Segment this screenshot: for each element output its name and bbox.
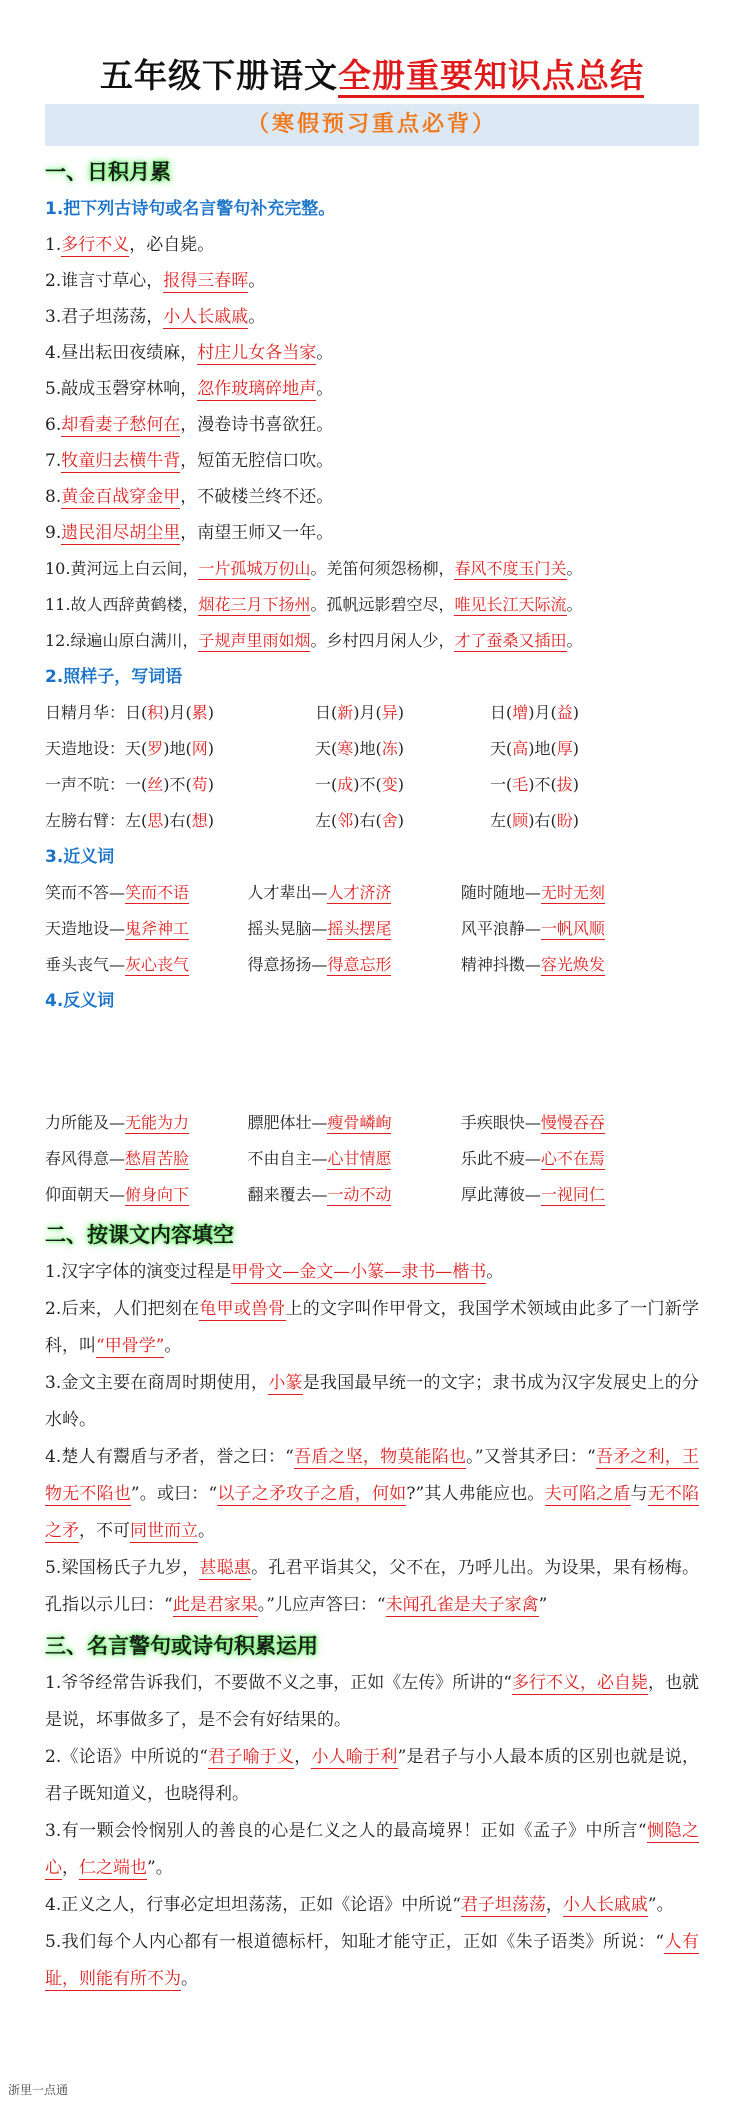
word-pair: [45, 1177, 247, 1213]
word-pair: [247, 911, 460, 947]
s2-paragraph-5: 5.梁国杨氏子九岁，甚聪惠。孔君平诣其父，父不在，乃呼儿出。为设果，果有杨梅。孔指以示儿曰：“此是君家果。”儿应声答曰：“未闻孔雀是夫子家禽”: [45, 1558, 699, 1615]
s2-paragraph-1: 1.汉字字体的演变过程是甲骨文—金文—小篆—隶书—楷书。: [45, 1262, 504, 1282]
poem-answer: 才了蚕桑又插田: [454, 631, 567, 650]
pattern-text: )月(: [163, 703, 192, 722]
word-pair: [247, 1105, 460, 1141]
pattern-text: 左(: [315, 811, 338, 830]
poem-answer: 一片孤城万仞山: [198, 559, 311, 578]
word-pair-answer: 心甘情愿: [327, 1149, 392, 1168]
pattern-text: ): [572, 739, 580, 758]
blank-gap: [45, 1019, 699, 1105]
poem-line: [45, 515, 699, 551]
poem-text: ，短笛无腔信口吹。: [180, 451, 334, 471]
pattern-text: )地(: [163, 739, 192, 758]
word-pair-term: 得意扬扬—: [247, 955, 328, 974]
pattern-answer: 成: [337, 775, 354, 794]
word-pair-row: [45, 1105, 699, 1141]
pattern-answer: 盼: [556, 811, 573, 830]
word-pair-term: 膘肥体壮—: [247, 1113, 328, 1132]
q3-heading: 3.近义词: [45, 847, 115, 867]
word-pair-answer: 一帆风顺: [540, 919, 605, 938]
q4-heading: 4.反义词: [45, 991, 115, 1011]
poem-answer: 子规声里雨如烟: [198, 631, 311, 650]
poem-line: [45, 335, 699, 371]
poem-answer: 小人长戚戚: [163, 307, 249, 327]
word-pair-answer: 容光焕发: [540, 955, 605, 974]
word-pair-term: 垂头丧气—: [45, 955, 126, 974]
poem-answer: 牧童归去横牛背: [61, 451, 181, 471]
pattern-answer: 变: [381, 775, 398, 794]
poem-answer: 唯见长江天际流: [454, 595, 567, 614]
word-pair: [461, 947, 699, 983]
word-pair-row: [45, 875, 699, 911]
pattern-text: 一(: [315, 775, 338, 794]
poem-line: [45, 479, 699, 515]
word-pair-row: [45, 1177, 699, 1213]
s2-paragraph-3: 3.金文主要在商周时期使用，小篆是我国最早统一的文字；隶书成为汉字发展史上的分水岭。: [45, 1373, 700, 1430]
poem-text: 10.黄河远上白云间，: [45, 559, 199, 578]
poem-line: [45, 623, 699, 659]
poem-text: 。乡村四月闲人少，: [310, 631, 455, 650]
poem-answer: 烟花三月下扬州: [198, 595, 311, 614]
word-pair-answer: 灰心丧气: [125, 955, 190, 974]
q1-heading: 1.把下列古诗句或名言警句补充完整。: [45, 199, 336, 219]
pattern-text: )不(: [353, 775, 382, 794]
word-pattern-cell: [315, 803, 490, 839]
poem-text: 2.谁言寸草心，: [45, 271, 164, 291]
word-pattern-cell: [45, 767, 315, 803]
section-2-heading: 二、按课文内容填空: [45, 1223, 234, 1247]
pattern-text: ): [397, 775, 405, 794]
pattern-text: 左(: [490, 811, 513, 830]
word-pattern-cell: [490, 803, 665, 839]
section-3-heading: 三、名言警句或诗句积累运用: [45, 1634, 318, 1658]
word-pair-term: 笑而不答—: [45, 883, 126, 902]
pattern-text: ): [572, 775, 580, 794]
poem-text: 9.: [45, 523, 62, 543]
word-pattern-row: [45, 695, 699, 731]
poem-text: 1.: [45, 235, 62, 255]
word-pair: [461, 1105, 699, 1141]
word-pair-answer: 摇头摆尾: [327, 919, 392, 938]
pattern-text: 天(: [490, 739, 513, 758]
poem-text: 4.昼出耘田夜绩麻，: [45, 343, 198, 363]
pattern-answer: 邻: [337, 811, 354, 830]
word-pair-row: [45, 947, 699, 983]
pattern-text: ): [397, 739, 405, 758]
word-pair-answer: 笑而不语: [125, 883, 190, 902]
pattern-answer: 新: [337, 703, 354, 722]
poem-answer: 报得三春晖: [163, 271, 249, 291]
pattern-answer: 苟: [191, 775, 208, 794]
poem-line: [45, 407, 699, 443]
poem-line: [45, 551, 699, 587]
section-1-heading: 一、日积月累: [45, 160, 171, 184]
poem-answer: 遗民泪尽胡尘里: [61, 523, 181, 543]
word-pattern-cell: [315, 767, 490, 803]
poem-text: 。: [566, 595, 583, 614]
poem-text: 8.: [45, 487, 62, 507]
pattern-answer: 顾: [512, 811, 529, 830]
word-pair-row: [45, 1141, 699, 1177]
word-pair-answer: 无时无刻: [540, 883, 605, 902]
pattern-answer: 厚: [556, 739, 573, 758]
word-pair-answer: 鬼斧神工: [125, 919, 190, 938]
pattern-text: ): [207, 775, 215, 794]
poem-text: 。: [316, 343, 334, 363]
word-pair-term: 人才辈出—: [247, 883, 328, 902]
word-pair: [247, 1141, 460, 1177]
poem-fill-list: [45, 227, 699, 659]
word-pair-answer: 心不在焉: [540, 1149, 605, 1168]
word-pattern-cell: [45, 731, 315, 767]
title-red: 全册重要知识点总结: [338, 56, 644, 98]
pattern-text: 日(: [490, 703, 513, 722]
poem-text: ，不破楼兰终不还。: [180, 487, 334, 507]
word-pair: [45, 875, 247, 911]
word-pair-answer: 俯身向下: [125, 1185, 190, 1204]
word-pair: [461, 875, 699, 911]
pattern-text: 天(: [315, 739, 338, 758]
word-pattern-list: [45, 695, 699, 839]
pattern-text: 一(: [490, 775, 513, 794]
pattern-text: 一声不吭：一(: [45, 775, 148, 794]
word-pair-term: 仰面朝天—: [45, 1185, 126, 1204]
word-pair-answer: 一视同仁: [540, 1185, 605, 1204]
poem-answer: 却看妻子愁何在: [61, 415, 181, 435]
poem-text: 。羌笛何须怨杨柳，: [310, 559, 455, 578]
pattern-answer: 冻: [381, 739, 398, 758]
pattern-answer: 积: [147, 703, 164, 722]
word-pair-term: 精神抖擞—: [460, 955, 541, 974]
word-pair-answer: 一动不动: [327, 1185, 392, 1204]
pattern-answer: 寒: [337, 739, 354, 758]
word-pair-term: 翻来覆去—: [247, 1185, 328, 1204]
word-pair: [247, 875, 460, 911]
word-pattern-cell: [45, 803, 315, 839]
word-pattern-row: [45, 767, 699, 803]
word-pair-answer: 瘦骨嶙峋: [327, 1113, 392, 1132]
pattern-text: ): [207, 703, 215, 722]
word-pair-term: 春风得意—: [45, 1149, 126, 1168]
pattern-text: 左膀右臂：左(: [45, 811, 148, 830]
pattern-text: )月(: [528, 703, 557, 722]
pattern-answer: 毛: [512, 775, 529, 794]
poem-answer: 忽作玻璃碎地声: [197, 379, 317, 399]
poem-text: 3.君子坦荡荡，: [45, 307, 164, 327]
word-pattern-cell: [315, 731, 490, 767]
poem-text: 5.敲成玉磬穿林响，: [45, 379, 198, 399]
pattern-text: )不(: [163, 775, 192, 794]
word-pair-term: 摇头晃脑—: [247, 919, 328, 938]
word-pattern-cell: [490, 731, 665, 767]
pattern-text: )地(: [353, 739, 382, 758]
poem-line: [45, 371, 699, 407]
s3-paragraph-5: 5.我们每个人内心都有一根道德标杆，知耻才能守正，正如《朱子语类》所说：“人有耻，则能有所不为。: [45, 1932, 700, 1989]
word-pair-answer: 无能为力: [125, 1113, 190, 1132]
word-pair-row: [45, 911, 699, 947]
pattern-text: )月(: [353, 703, 382, 722]
poem-text: 。: [566, 559, 583, 578]
pattern-text: )右(: [163, 811, 192, 830]
pattern-answer: 思: [147, 811, 164, 830]
word-pair-term: 力所能及—: [45, 1113, 126, 1132]
word-pair: [461, 911, 699, 947]
word-pair: [45, 911, 247, 947]
subtitle-bar: （寒假预习重点必背）: [45, 104, 699, 146]
s3-paragraph-1: 1.爷爷经常告诉我们，不要做不义之事，正如《左传》所讲的“多行不义，必自毙，也就是说，坏事做多了，是不会有好结果的。: [45, 1673, 700, 1730]
word-pair-answer: 慢慢吞吞: [540, 1113, 605, 1132]
word-pair-term: 天造地设—: [45, 919, 126, 938]
poem-text: 。: [566, 631, 583, 650]
poem-text: ，南望王师又一年。: [180, 523, 334, 543]
poem-line: [45, 299, 699, 335]
poem-text: 11.故人西辞黄鹤楼，: [45, 595, 199, 614]
word-pair: [461, 1141, 699, 1177]
word-pattern-row: [45, 803, 699, 839]
word-pair-term: 风平浪静—: [460, 919, 541, 938]
poem-text: 。: [248, 307, 266, 327]
q2-heading: 2.照样子，写词语: [45, 667, 183, 687]
word-pair: [45, 947, 247, 983]
pattern-answer: 异: [381, 703, 398, 722]
poem-text: 。: [316, 379, 334, 399]
pattern-text: ): [397, 703, 405, 722]
pattern-answer: 舍: [381, 811, 398, 830]
word-pattern-cell: [45, 695, 315, 731]
word-pair: [247, 1177, 460, 1213]
poem-text: 。孤帆远影碧空尽，: [310, 595, 455, 614]
poem-text: 6.: [45, 415, 62, 435]
poem-line: [45, 587, 699, 623]
word-pattern-row: [45, 731, 699, 767]
poem-line: [45, 227, 699, 263]
word-pair-term: 乐此不疲—: [460, 1149, 541, 1168]
word-pair: [45, 1105, 247, 1141]
pattern-text: )不(: [528, 775, 557, 794]
s3-paragraph-4: 4.正义之人，行事必定坦坦荡荡，正如《论语》中所说“君子坦荡荡，小人长戚戚”。: [45, 1895, 674, 1915]
pattern-answer: 益: [556, 703, 573, 722]
pattern-text: )右(: [528, 811, 557, 830]
poem-text: 12.绿遍山原白满川，: [45, 631, 199, 650]
word-pattern-cell: [315, 695, 490, 731]
pattern-text: 日(: [315, 703, 338, 722]
pattern-text: 日精月华：日(: [45, 703, 148, 722]
pattern-answer: 丝: [147, 775, 164, 794]
pattern-text: ): [207, 811, 215, 830]
word-pair-answer: 人才济济: [327, 883, 392, 902]
title-black: 五年级下册语文: [100, 56, 338, 95]
poem-answer: 多行不义: [61, 235, 130, 255]
synonym-list: [45, 875, 699, 983]
word-pair-term: 不由自主—: [247, 1149, 328, 1168]
poem-line: [45, 263, 699, 299]
poem-text: 。: [248, 271, 266, 291]
word-pair-answer: 愁眉苦脸: [125, 1149, 190, 1168]
pattern-text: ): [572, 703, 580, 722]
word-pair-term: 随时随地—: [460, 883, 541, 902]
poem-answer: 黄金百战穿金甲: [61, 487, 181, 507]
word-pattern-cell: [490, 767, 665, 803]
word-pair: [461, 1177, 699, 1213]
pattern-text: ): [572, 811, 580, 830]
pattern-answer: 增: [512, 703, 529, 722]
word-pair-term: 手疾眼快—: [460, 1113, 541, 1132]
poem-text: ，必自毙。: [129, 235, 215, 255]
poem-answer: 村庄儿女各当家: [197, 343, 317, 363]
s2-paragraph-2: 2.后来，人们把刻在龟甲或兽骨上的文字叫作甲骨文，我国学术领域由此多了一门新学科，叫“甲骨学”。: [45, 1299, 699, 1356]
pattern-answer: 网: [191, 739, 208, 758]
pattern-answer: 拔: [556, 775, 573, 794]
pattern-text: )右(: [353, 811, 382, 830]
s3-paragraph-3: 3.有一颗会怜悯别人的善良的心是仁义之人的最高境界！正如《孟子》中所言“恻隐之心，仁之端也”。: [45, 1821, 699, 1878]
word-pair-answer: 得意忘形: [327, 955, 392, 974]
footer-watermark: 浙里一点通: [8, 2083, 69, 2097]
poem-text: 7.: [45, 451, 62, 471]
pattern-answer: 高: [512, 739, 529, 758]
poem-answer: 春风不度玉门关: [454, 559, 567, 578]
poem-text: ，漫卷诗书喜欲狂。: [180, 415, 334, 435]
poem-line: [45, 443, 699, 479]
pattern-answer: 累: [191, 703, 208, 722]
pattern-answer: 想: [191, 811, 208, 830]
pattern-text: 天造地设：天(: [45, 739, 148, 758]
pattern-text: )地(: [528, 739, 557, 758]
s2-paragraph-4: 4.楚人有鬻盾与矛者，誉之曰：“吾盾之坚，物莫能陷也。”又誉其矛曰：“吾矛之利，王物无不陷也”。或曰：“以子之矛攻子之盾，何如?”其人弗能应也。夫可陷之盾与无不陷之矛，不可同世而立。: [45, 1447, 700, 1541]
pattern-text: ): [207, 739, 215, 758]
word-pattern-cell: [490, 695, 665, 731]
word-pair: [45, 1141, 247, 1177]
word-pair: [247, 947, 460, 983]
page-title: [45, 0, 699, 98]
s3-paragraph-2: 2.《论语》中所说的“君子喻于义，小人喻于利”是君子与小人最本质的区别也就是说，君子既知道义，也晓得利。: [45, 1747, 700, 1804]
antonym-list: [45, 1105, 699, 1213]
pattern-text: ): [397, 811, 405, 830]
word-pair-term: 厚此薄彼—: [460, 1185, 541, 1204]
pattern-answer: 罗: [147, 739, 164, 758]
